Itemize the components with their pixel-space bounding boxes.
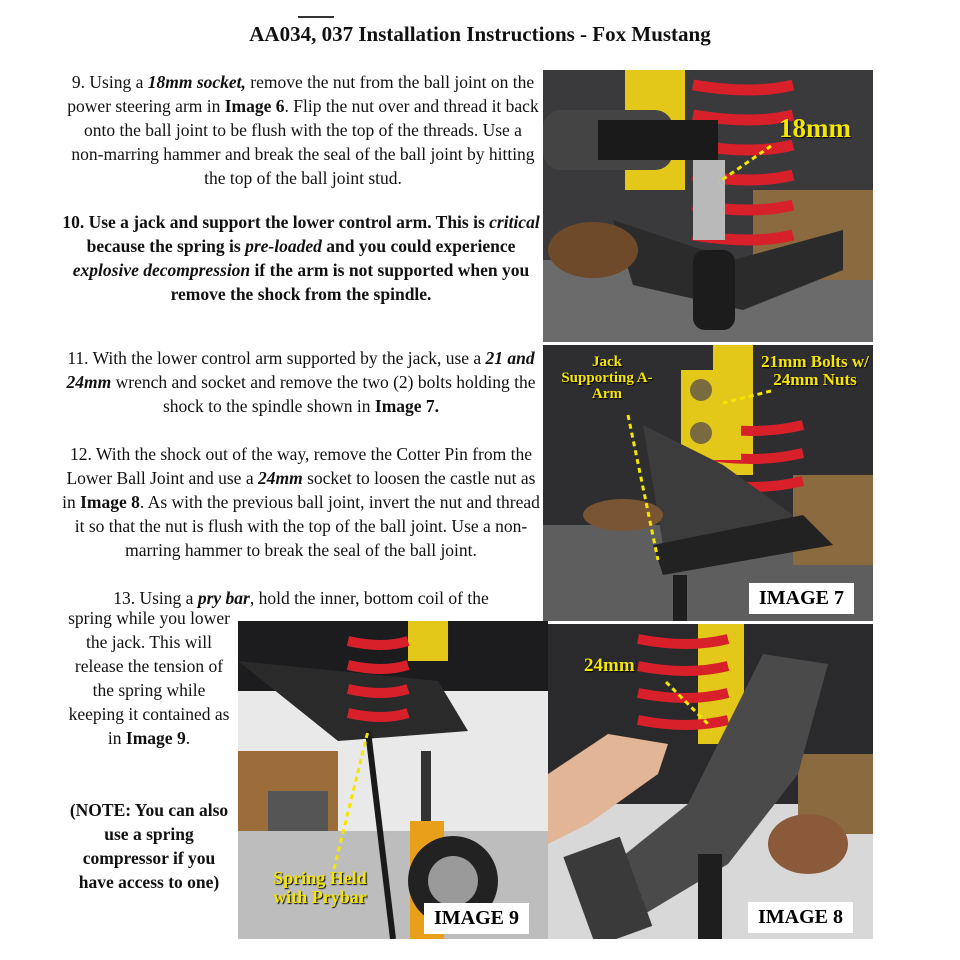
photo-image-9 [238,621,548,939]
step-12-c: socket to loosen the castle nut as in [62,468,536,512]
step-11-image-ref: Image 7. [374,396,440,416]
step-11-c: wrench and socket and remove the two (2) bolts holding the shock to the spindle shown in [111,372,536,416]
image-7-tag: IMAGE 7 [749,583,854,614]
step-11-sizes: 21 and 24mm [66,348,535,392]
step-13-continuation [66,606,232,750]
step-12-text [62,442,540,562]
step-9-tool: 18mm socket, [147,72,246,92]
step-12-size: 24mm [257,468,303,488]
image-7-callout-bolts: 21mm Bolts w/ 24mm Nuts [761,352,869,389]
step-9-text [66,70,540,190]
step-13-f: . [185,728,191,748]
step-10-c: because the spring is [86,236,246,256]
step-10-a: 10. Use a jack and support the lower control arm. This is [62,212,490,232]
step-12-a: 12. With the shock out of the way, remove the Cotter Pin from the Lower Ball Joint and use a [66,444,532,488]
step-9-image-ref: Image 6 [224,96,285,116]
step-10-e: and you could experience [321,236,516,256]
step-10-g: if the arm is not supported when you remove the shock from the spindle. [170,260,530,304]
step-9-suffix: . Flip the nut over and thread it back onto the ball joint to be flush with the top of the threads. Use a non-marring hammer and break the seal of the ball joint by hitting the top of the ball joint stud. [71,96,539,188]
image-8-tag: IMAGE 8 [748,902,853,933]
step-13-image-ref: Image 9 [125,728,186,748]
step-10-text [62,210,540,306]
step-9-mid: remove the nut from the ball joint on the power steering arm in [67,72,535,116]
step-10-critical: critical [489,212,540,232]
image-7-callout-jack: Jack Supporting A-Arm [561,354,653,402]
step-13-a: 13. Using a [113,588,198,608]
image-9-callout-prybar: Spring Held with Prybar [273,868,367,907]
step-10-explosive: explosive decompression [72,260,251,280]
step-10-preloaded: pre-loaded [245,236,322,256]
photo-image-6 [543,70,873,342]
note-text: (NOTE: You can also use a spring compressor if you have access to one) [69,800,229,892]
photo-image-7 [543,345,873,621]
title-overline [298,16,334,18]
step-13-tool: pry bar [197,588,250,608]
image-6-callout-18mm: 18mm [779,113,851,143]
image-9-tag: IMAGE 9 [424,903,529,934]
step-11-a: 11. With the lower control arm supported by the jack, use a [67,348,486,368]
step-13-d: spring while you lower the jack. This will release the tension of the spring while keeping it contained as in [68,608,230,748]
step-12-image-ref: Image 8 [80,492,140,512]
page-title: AA034, 037 Installation Instructions - Fox Mustang [249,22,711,46]
step-12-e: . As with the previous ball joint, invert the nut and thread it so that the nut is flush with the top of the ball joint. Use a non-marring hammer to break the seal of the ball joint. [74,492,540,560]
step-11-text [62,346,540,418]
step-13-c: , hold the inner, bottom coil of the [249,588,489,608]
image-8-callout-24mm: 24mm [584,655,635,676]
photo-image-8 [548,624,873,939]
step-9-prefix: 9. Using a [71,72,148,92]
